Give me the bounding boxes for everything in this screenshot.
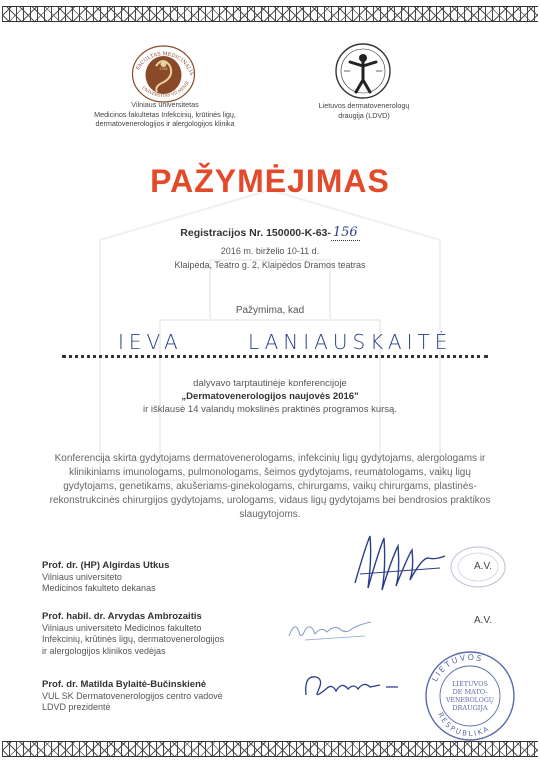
registration-label: Registracijos Nr. 150000-K-63- — [180, 227, 331, 239]
left-caption — [70, 100, 260, 129]
signature-utkus-icon — [350, 528, 450, 598]
signatory-title: Vilniaus universiteto Medicinos fakulteto — [42, 622, 202, 633]
stamp-center-line: LIETUVOS — [452, 680, 488, 688]
signatory-title: LDVD prezidentė — [42, 702, 111, 712]
seal-place-label: A.V. — [474, 561, 492, 572]
signature-ambrozaitis-icon — [285, 612, 375, 646]
event-place: Klaipėda, Teatro g. 2, Klaipėdos Dramos teatras — [174, 260, 366, 270]
signatory-block — [42, 679, 223, 714]
stamp-ring-top: LIETUVOS — [430, 652, 485, 684]
stamp-center-line: VENEROLOGŲ — [446, 697, 494, 704]
signatory-name: Prof. dr. Matilda Bylaitė-Bučinskienė — [42, 679, 207, 690]
course-text: ir išklausė 14 valandų mokslinės praktinės programos kursą. — [143, 404, 397, 415]
left-caption-line: Vilniaus universitetas — [131, 100, 199, 109]
registration-line — [0, 225, 540, 240]
right-caption — [300, 101, 428, 120]
signatory-name: Prof. habil. dr. Arvydas Ambrozaitis — [42, 611, 202, 622]
stamp-center-line: DE MATO- — [452, 688, 488, 696]
seal-year: 1781 — [159, 66, 168, 71]
conference-name: „Dermatovenerologijos naujovės 2016" — [181, 391, 359, 402]
registration-number: 156 — [332, 225, 358, 240]
top-decorative-border — [2, 6, 538, 22]
bottom-decorative-border — [2, 741, 538, 757]
signatory-block — [42, 560, 169, 595]
signature-bylaite-icon — [300, 665, 420, 705]
left-caption-line: dermatovenerologijos ir alergologijos klinika — [95, 119, 235, 128]
left-caption-line: Medicinos fakultetas Infekcinių, krūtinės ligų, — [94, 109, 236, 119]
seal-top-text: FACULTAS MEDICINALIS — [135, 51, 195, 77]
svg-text:LIETUVOS — [430, 653, 484, 683]
event-date: 2016 m. birželio 10-11 d. — [220, 246, 320, 256]
signatory-block — [42, 611, 224, 657]
seal-bottom-text: UNIVERSITAS VILNENSI — [141, 80, 190, 98]
recipient-first-name: IEVA — [118, 330, 183, 354]
name-dotted-line — [62, 355, 488, 358]
vilnius-university-seal-icon — [126, 42, 201, 104]
certifies-text: Pažymima, kad — [235, 305, 305, 316]
stamp-center-line: DRAUGIJA — [452, 704, 488, 712]
right-caption-line: draugija (LDVD) — [338, 110, 390, 120]
document-title: PAŽYMĖJIMAS — [150, 163, 390, 199]
stamp-ring-bottom: RESPUBLIKA — [436, 711, 492, 739]
signatory-title: Vilniaus universiteto — [42, 571, 122, 582]
ldvd-logo-icon — [334, 42, 392, 100]
signatory-title: VUL SK Dermatovenerologijos centro vadovė — [42, 690, 223, 701]
participation-text: dalyvavo tarptautinėje konferencijoje — [193, 378, 347, 389]
audience-paragraph: Konferencija skirta gydytojams dermatovenerologams, infekcinių ligų gydytojams, alergologams ir klinikiniams imunologams, pulmonologams, šeimos gydytojams, reumatologams, vaikų ligų gydytojams, genetikams, akušeriams-ginekologams, chirurgams, vaikų chirurgams, plastinės-rekonstrukcinės chirurgijos gydytojams, urologams, vidaus ligų gydytojams bei bendrosios praktikos slaugytojoms. — [49, 453, 491, 520]
signatory-name: Prof. dr. (HP) Algirdas Utkus — [42, 560, 170, 571]
right-caption-line: Lietuvos dermatovenerologų — [318, 101, 410, 110]
official-stamp-icon — [420, 650, 520, 742]
seal-place-label: A.V. — [474, 615, 492, 626]
signatory-title: Infekcinių, krūtinės ligų, dermatovenerologijos — [42, 634, 225, 644]
svg-text:RESPUBLIKA — [436, 711, 491, 738]
signatory-title: Medicinos fakulteto dekanas — [42, 583, 156, 593]
signatory-title: ir alergologijos klinikos vedėjas — [42, 645, 166, 656]
recipient-last-name: LANIAUSKAITĖ — [248, 330, 453, 354]
